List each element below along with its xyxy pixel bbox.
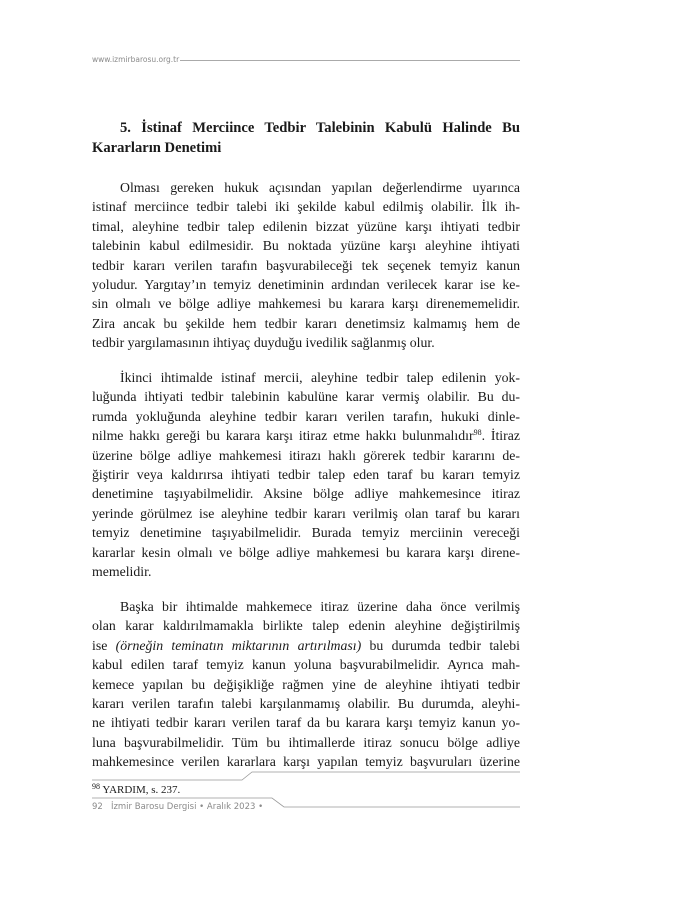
line-text: sin olmalı ve bölge adliye mahkemesi bu karara karşı direnememelidir. — [92, 296, 520, 312]
text-line — [92, 236, 520, 255]
line-text: Başka bir ihtimalde mahkemece itiraz üzerine daha önce verilmiş — [120, 599, 520, 614]
text-line — [92, 523, 520, 542]
line-text: timal, aleyhine tedbir talep edilenin bizzat yüzüne karşı ihtiyati tedbir — [92, 218, 520, 234]
line-text: kabul edilen taraf temyiz kanun yoluna başvurabilmelidir. Ayrıca mah- — [92, 657, 520, 673]
text-line — [92, 256, 520, 275]
journal-name: İzmir Barosu Dergisi • Aralık 2023 • — [110, 802, 264, 812]
line-text: memelidir. — [92, 564, 152, 580]
text-line — [92, 562, 520, 581]
line-text: rumda yokluğunda aleyhine tedbir kararı verilen tarafın, hukuki dinle- — [92, 408, 520, 424]
line-text: Zira ancak bu şekilde hem tedbir kararı denetimsiz kalmamış hem de — [92, 315, 520, 331]
line-text: denetimine taşıyabilmelidir. Aksine bölge adliye mahkemesince itiraz — [92, 486, 520, 502]
line-text: kararlar kesin olmalı ve bölge adliye mahkemesi bu karara karşı direne- — [92, 544, 520, 560]
text-line — [92, 752, 520, 771]
line-text: . İtiraz — [481, 428, 520, 444]
paragraph — [92, 597, 520, 772]
line-text: olan karar kaldırılmamakla birlikte talep edenin aleyhine değiştirilmiş — [92, 618, 520, 634]
text-line — [92, 636, 520, 655]
text-line — [92, 465, 520, 484]
text-line — [92, 733, 520, 752]
text-line — [92, 713, 520, 732]
italic-text: (örneğin teminatın miktarının artırılması) — [115, 637, 362, 653]
line-text: temyiz denetimine taşıyabilmelidir. Burada temyiz merciinin vereceği — [92, 525, 520, 541]
footnote-number: 98 — [92, 782, 100, 791]
line-text: üzerine bölge adliye mahkemesi itirazı haklı görerek tedbir kararını de- — [92, 447, 520, 463]
text-line — [92, 655, 520, 674]
line-text: ğiştirir veya kaldırırsa ihtiyati tedbir talep eden taraf bu kararı temyiz — [92, 467, 520, 483]
text-line — [92, 387, 520, 406]
line-text: mahkemesince verilen kararlara karşı yapılan temyiz başvuruları üzerine — [92, 754, 520, 770]
heading-line: Kararların Denetimi — [92, 139, 222, 156]
text-line — [92, 294, 520, 313]
line-text: nilme hakkı gereği bu karara karşı itiraz etme hakkı bulunmalıdır — [92, 428, 474, 444]
line-text: kararı verilen tarafın talebi karşılanmamış olabilir. Bu durumda, aleyhi- — [92, 696, 520, 712]
paragraph — [92, 368, 520, 581]
text-line — [92, 197, 520, 216]
text-line — [92, 616, 520, 635]
text-line — [92, 275, 520, 294]
footnote-ref: 98 — [473, 428, 482, 438]
text-line — [92, 426, 520, 445]
page-footer — [92, 802, 263, 812]
text-line — [92, 333, 520, 352]
footnote — [92, 782, 180, 796]
line-text: ne ihtiyati tedbir kararı verilen taraf da bu karara karşı temyiz kanun yo- — [92, 715, 520, 731]
paragraph — [92, 178, 520, 353]
line-text: istinaf merciince tedbir talebi iki şekilde kabul edilmiş olabilir. İlk ih- — [92, 199, 520, 215]
text-line — [92, 217, 520, 236]
line-text: Olması gereken hukuk açısından yapılan değerlendirme uyarınca — [120, 180, 520, 195]
footnote-text: YARDIM, s. 237. — [102, 784, 181, 796]
line-text: yoludur. Yargıtay’ın temyiz denetiminin ardından verilecek karar ise ke- — [92, 277, 520, 293]
footnote-separator — [92, 771, 520, 781]
page-header — [92, 54, 520, 68]
section-heading — [92, 119, 520, 158]
line-text: bu durumda tedbir talebi — [361, 637, 520, 653]
header-rule — [180, 60, 520, 61]
text-line — [92, 675, 520, 694]
text-line — [92, 446, 520, 465]
text-line — [92, 178, 520, 197]
text-line — [92, 543, 520, 562]
text-line — [92, 504, 520, 523]
text-line — [92, 368, 520, 387]
line-text: talebinin kabul edilmesidir. Bu noktada yüzüne karşı aleyhine ihtiyati — [92, 238, 520, 254]
text-line — [92, 694, 520, 713]
line-text: yerinde görülmez ise aleyhine tedbir kararı verilmiş olan taraf bu kararı — [92, 505, 520, 521]
line-text: luğunda ihtiyati tedbir talebinin kabulüne karar vermiş olabilir. Bu du- — [92, 389, 520, 405]
line-text: tedbir yargılamasının ihtiyaç duyduğu ivedilik sağlanmış olur. — [92, 335, 435, 351]
line-text: ise — [92, 637, 116, 653]
line-text: İkinci ihtimalde istinaf mercii, aleyhine tedbir talep edilenin yok- — [120, 370, 520, 385]
text-line — [92, 314, 520, 333]
line-text: luna başvurabilmelidir. Tüm bu ihtimallerde itiraz sonucu bölge adliye — [92, 734, 520, 750]
line-text: tedbir kararı verilen tarafın başvurabileceği tek seçenek temyiz kanun — [92, 257, 520, 273]
text-line — [92, 484, 520, 503]
header-site-url: www.izmirbarosu.org.tr — [92, 55, 180, 64]
text-line — [92, 597, 520, 616]
heading-line: 5. İstinaf Merciince Tedbir Talebinin Kabulü Halinde Bu — [120, 120, 520, 136]
page-number: 92 — [92, 802, 103, 812]
line-text: kemece yapılan bu değişikliğe rağmen yine de aleyhine ihtiyati tedbir — [92, 676, 520, 692]
text-line — [92, 407, 520, 426]
